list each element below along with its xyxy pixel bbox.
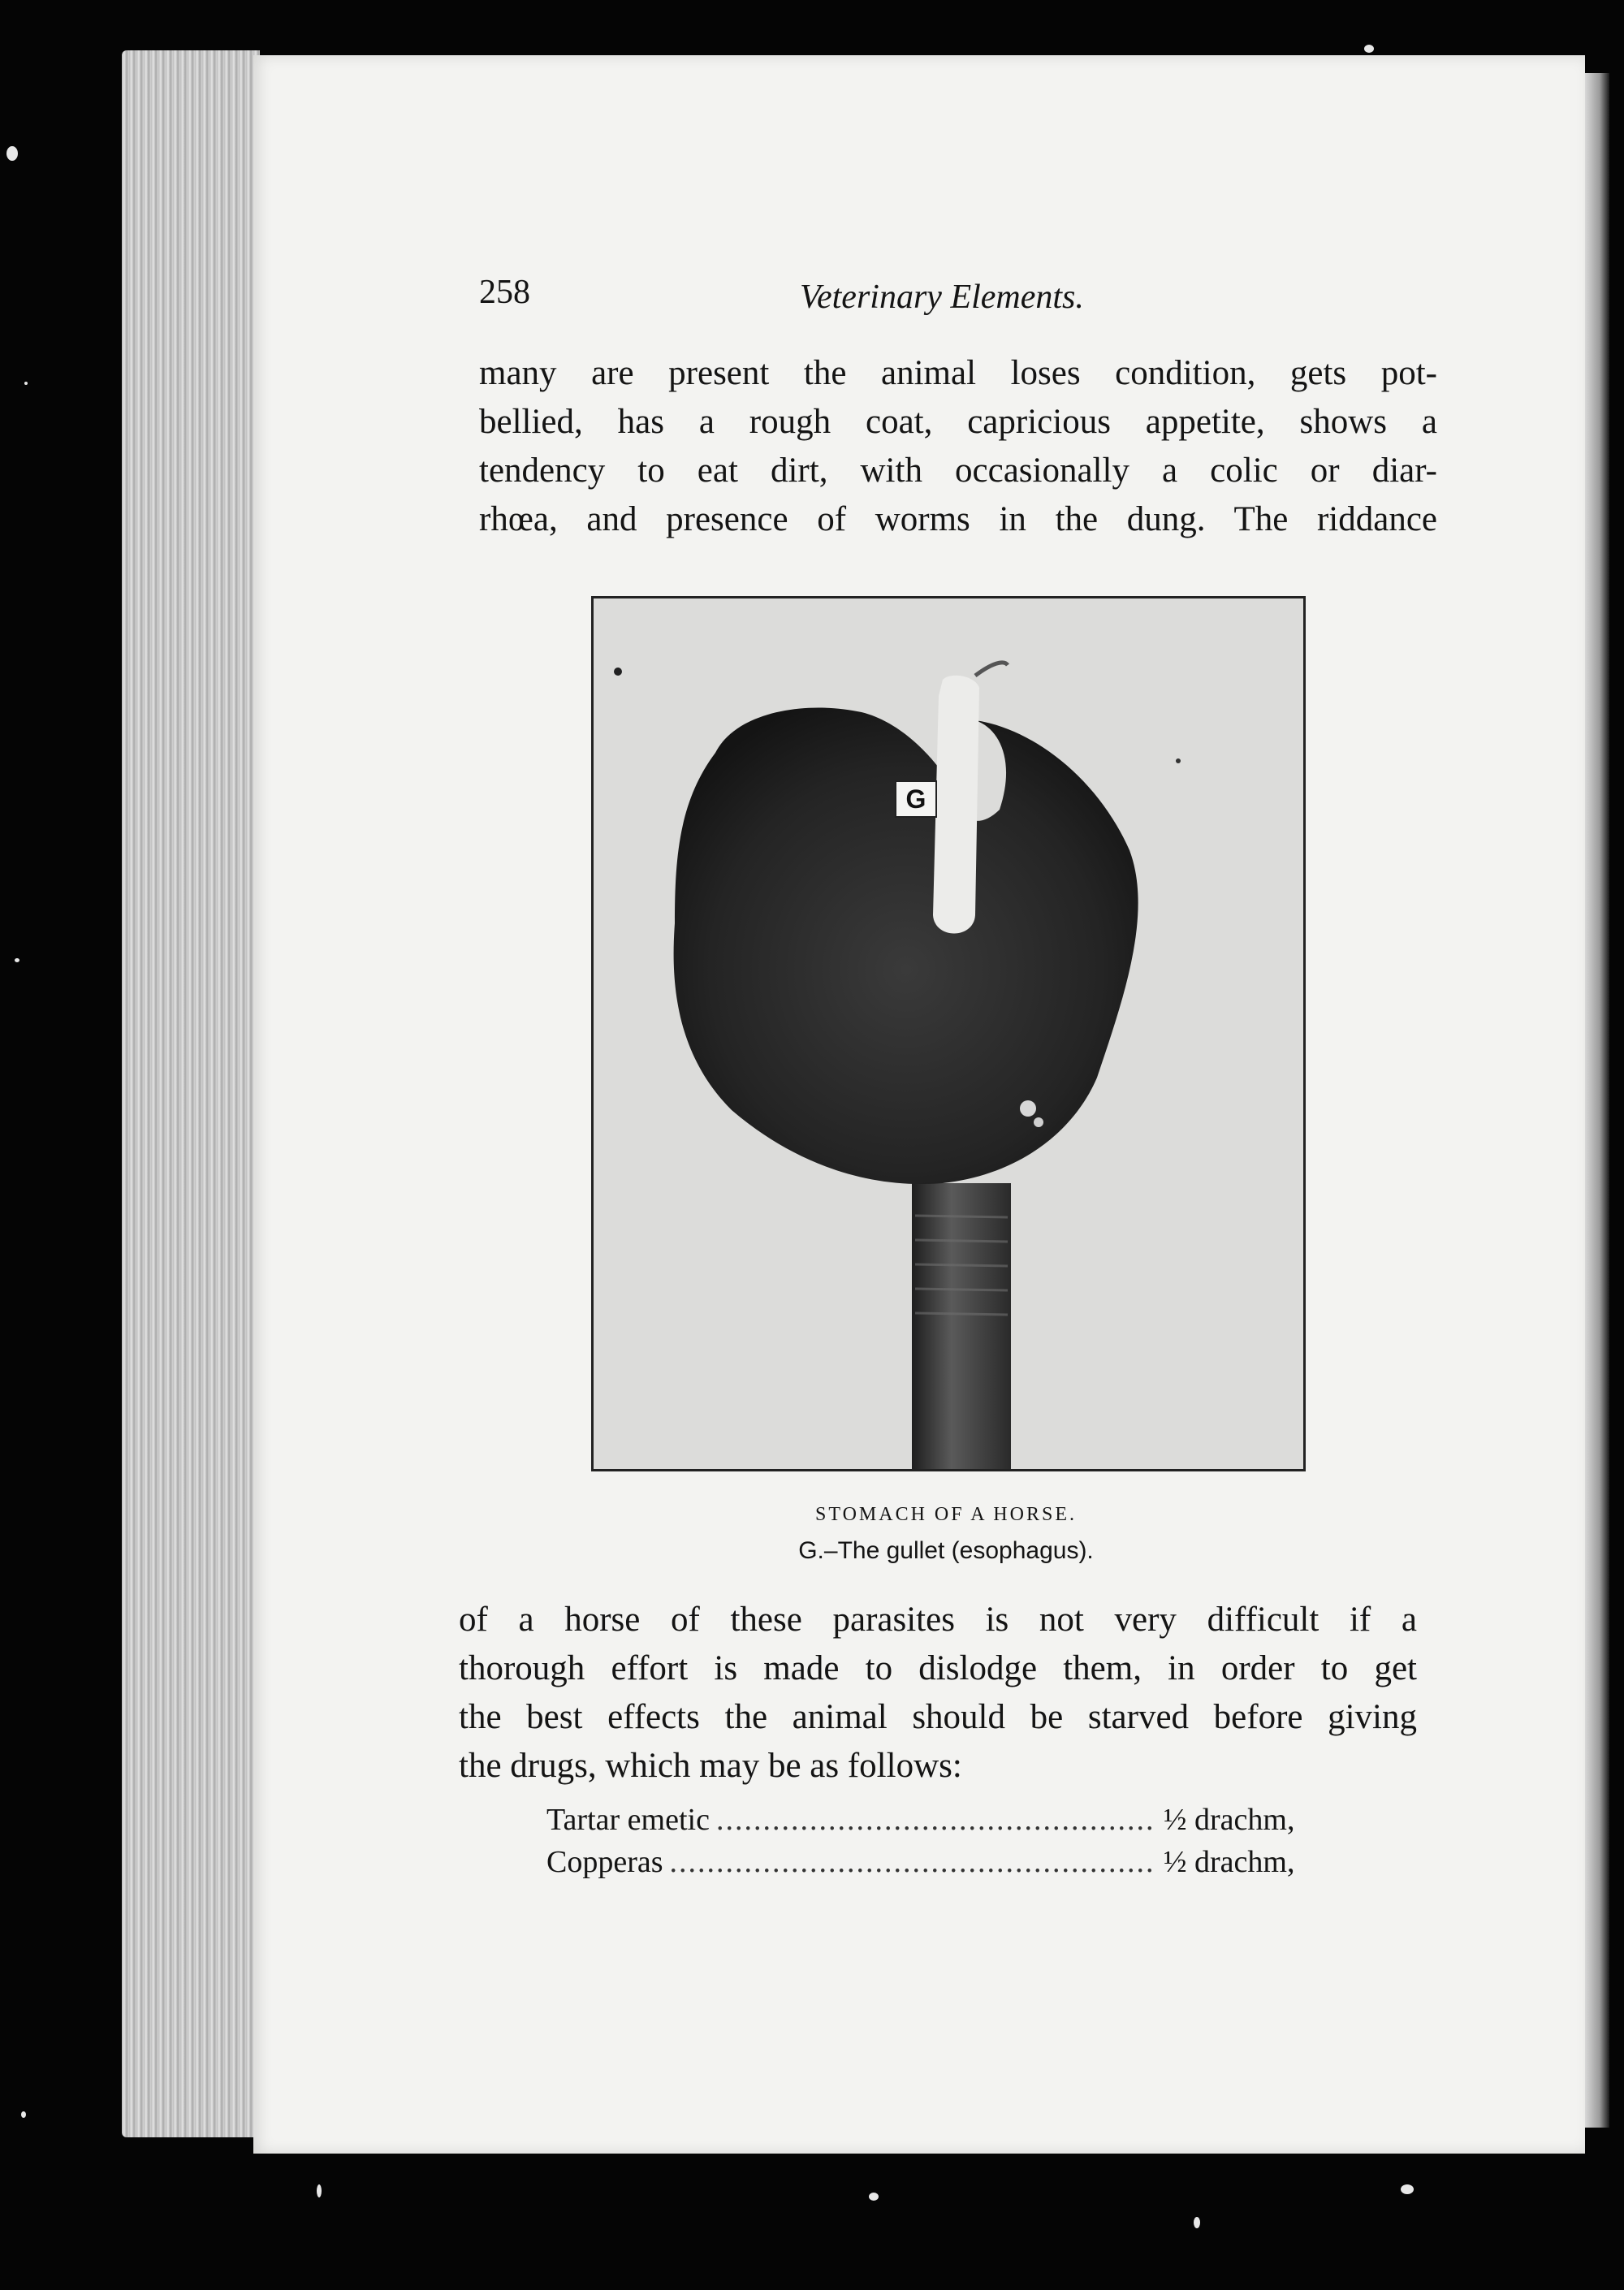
recipe-ingredient: Tartar emetic: [546, 1803, 710, 1837]
recipe-item: [546, 1841, 1326, 1883]
text-line: many are present the animal loses condition, gets pot-: [479, 354, 1437, 392]
page-number: 258: [479, 274, 530, 311]
text-line: of a horse of these parasites is not very difficult if a: [459, 1601, 1417, 1639]
text-line: the best effects the animal should be starved before giving: [459, 1698, 1417, 1736]
text-line: bellied, has a rough coat, capricious appetite, shows a: [479, 403, 1437, 441]
background-speck: [317, 2184, 322, 2197]
background-speck: [869, 2193, 879, 2201]
stomach-illustration: [591, 596, 1306, 1471]
text-line: thorough effort is made to dislodge them, in order to get: [459, 1649, 1417, 1687]
background-speck: [24, 382, 28, 385]
recipe-ingredient: Copperas: [546, 1845, 663, 1879]
figure-caption-title: STOMACH OF A HORSE.: [815, 1504, 1077, 1525]
text-line: tendency to eat dirt, with occasionally a colic or diar-: [479, 452, 1437, 490]
running-head: [479, 273, 1145, 322]
recipe-amount: ½ drachm,: [1164, 1845, 1295, 1879]
book-right-edge: [1585, 73, 1609, 2128]
recipe-list: [546, 1799, 1326, 1883]
gullet-marker: G: [905, 784, 926, 814]
recipe-amount: ½ drachm,: [1164, 1803, 1295, 1837]
background-speck: [1401, 2184, 1414, 2194]
text-line: the drugs, which may be as follows:: [459, 1747, 962, 1785]
background-speck: [6, 146, 18, 161]
paragraph-bottom: [459, 1596, 1417, 1791]
background-speck: [21, 2111, 26, 2118]
leader-dots: [716, 1799, 1157, 1841]
text-line: rhœa, and presence of worms in the dung. The riddance: [479, 500, 1437, 538]
running-title: Veterinary Elements.: [800, 279, 1084, 316]
book-page-edges: [122, 50, 260, 2137]
paragraph-top: [479, 349, 1437, 544]
gullet: [933, 676, 979, 934]
figure-caption-legend: G.–The gullet (esophagus).: [798, 1537, 1094, 1564]
intestine-tube: [912, 1183, 1011, 1469]
stomach-photo: [594, 598, 1303, 1469]
background-speck: [1364, 45, 1374, 53]
leader-dots: [670, 1841, 1157, 1883]
background-speck: [15, 958, 19, 962]
recipe-item: [546, 1799, 1326, 1841]
background-speck: [1194, 2217, 1200, 2228]
stomach-body: [674, 707, 1138, 1184]
